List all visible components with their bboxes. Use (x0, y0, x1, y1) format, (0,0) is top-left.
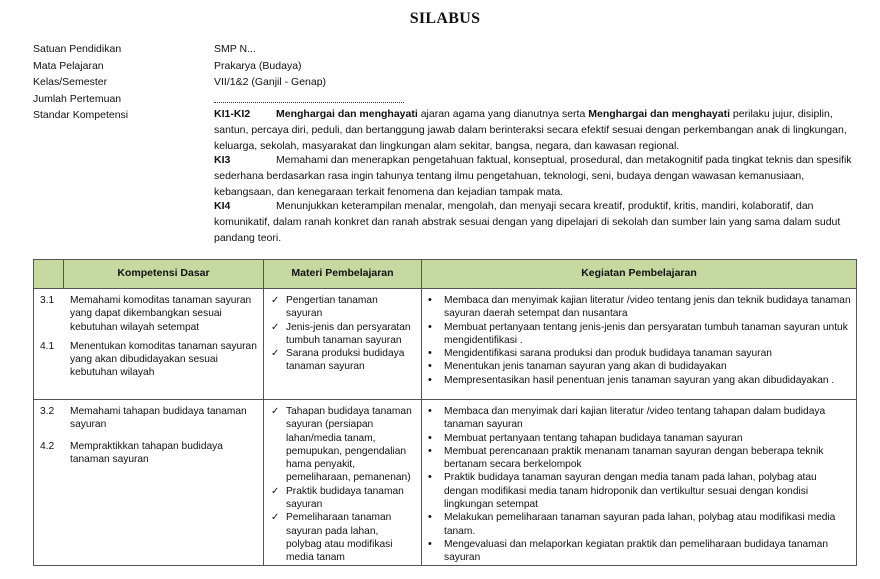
header-cell: Materi Pembelajaran (264, 260, 422, 289)
ki-1-2 (214, 106, 854, 154)
kegiatan-cell (422, 289, 857, 400)
ki-emphasis: Menghargai dan menghayati (588, 108, 731, 120)
header-row (0, 74, 880, 90)
kegiatan-cell (422, 400, 857, 566)
list-item: • Mengevaluasi dan melaporkan kegiatan praktik dan pemeliharaan budidaya tanaman sayuran (422, 538, 856, 565)
ki-text-part: perilaku jujur, disiplin, santun, percaya diri, peduli, dan bertanggung jawab dalam berinteraksi secara efektif sesuai dengan perkembangan anak di lingkungan, keluarga, sekolah, masyarakat dan lingkungan alam sekitar, bangsa, negara, dan kawasan regional. (214, 108, 847, 152)
ki-3 (214, 152, 854, 200)
header-value: VII/1&2 (Ganjil - Genap) (214, 76, 327, 88)
silabus-table (33, 259, 857, 566)
header-cell: Kompetensi Dasar (64, 260, 264, 289)
header-row (0, 91, 880, 107)
page-title: SILABUS (409, 10, 481, 27)
ki-text (214, 106, 854, 154)
header-label: Standar Kompetensi (33, 109, 129, 121)
header-cell: Kegiatan Pembelajaran (422, 260, 857, 289)
list-item: • Membuat perencanaan praktik menanam tanaman sayuran dengan beberapa teknik bertanam secara berkelompok (422, 445, 856, 472)
header-value: Prakarya (Budaya) (214, 59, 302, 72)
table-row (34, 289, 857, 400)
header-cell-empty (34, 260, 64, 289)
kd-number: 4.1 (40, 340, 55, 352)
list-item: • Praktik budidaya tanaman sayuran dengan media tanam pada lahan, polybag atau dengan modifikasi media tanam hidroponik dan vertikultur sesuai dengan kondisi lingkungan setempat (422, 471, 856, 511)
list-item: ✓ Praktik budidaya tanaman sayuran (264, 485, 421, 512)
list-item: • Mempresentasikan hasil penentuan jenis tanaman sayuran yang akan dibudidayakan . (422, 374, 856, 387)
kd-text: Menentukan komoditas tanaman sayuran yang akan dibudidayakan sesuai kebutuhan wilayah (70, 340, 257, 379)
header-label: Jumlah Pertemuan (33, 92, 122, 105)
list-item: • Membuat pertanyaan tentang tahapan budidaya tanaman sayuran (422, 432, 856, 445)
kd-item (34, 294, 263, 334)
kd-item (34, 440, 263, 467)
kd-cell (34, 400, 264, 566)
list-item: • Membuat pertanyaan tentang jenis-jenis dan persyaratan tumbuh tanaman sayuran untuk mengidentifikasi . (422, 321, 856, 348)
table-header-row (34, 260, 857, 289)
ki-code: KI1-KI2 (214, 108, 251, 120)
list-item: • Melakukan pemeliharaan tanaman sayuran pada lahan, polybag atau modifikasi media tanam. (422, 511, 856, 538)
list-item: ✓ Pengertian tanaman sayuran (264, 294, 421, 321)
list-item: • Membaca dan menyimak dari kajian literatur /video tentang tahapan dalam budidaya tanaman sayuran (422, 405, 856, 432)
ki-text-part: ajaran agama yang dianutnya serta (417, 108, 589, 120)
kd-item (34, 405, 263, 432)
header-label: Mata Pelajaran (33, 59, 104, 72)
ki-4 (214, 198, 854, 246)
kd-cell (34, 289, 264, 400)
ki-text: Menunjukkan keterampilan menalar, mengolah, dan menyaji secara kreatif, produktif, kritis, mandiri, kolaboratif, dan komunikatif, dalam ranah konkret dan ranah abstrak sesuai dengan yang dipelajari di sekolah dan sumber lain yang sama dalam sudut pandang teori. (214, 200, 841, 244)
list-item: ✓ Sarana produksi budidaya tanaman sayuran (264, 347, 421, 374)
kd-number: 3.1 (40, 295, 55, 306)
header-row (0, 58, 880, 74)
list-item: ✓ Jenis-jenis dan persyaratan tumbuh tanaman sayuran (264, 321, 421, 348)
ki-emphasis: Menghargai dan menghayati (276, 108, 418, 120)
table-row (34, 400, 857, 566)
kd-number: 4.2 (40, 440, 55, 452)
header-value: SMP N... (214, 43, 256, 55)
kd-text: Mempraktikkan tahapan budidaya tanaman sayuran (70, 440, 223, 465)
list-item: ✓ Tahapan budidaya tanaman sayuran (persiapan lahan/media tanam, pemupukan, pengendalian hama penyakit, pemeliharaan, pemanenan) (264, 405, 421, 485)
list-item: • Membaca dan menyimak kajian literatur /video tentang jenis dan teknik budidaya tanaman sayuran daerah setempat dan nusantara (422, 294, 856, 321)
ki-code: KI3 (214, 154, 231, 166)
header-label: Satuan Pendidikan (33, 43, 122, 55)
header-row (0, 41, 880, 57)
kd-text: Memahami tahapan budidaya tanaman sayuran (70, 406, 247, 431)
ki-code: KI4 (214, 200, 231, 212)
list-item: ✓ Pemeliharaan tanaman sayuran pada lahan, polybag atau modifikasi media tanam (264, 511, 421, 564)
list-item: • Mengidentifikasi sarana produksi dan produk budidaya tanaman sayuran (422, 347, 856, 360)
materi-cell (264, 289, 422, 400)
list-item: • Menentukan jenis tanaman sayuran yang akan di budidayakan (422, 360, 856, 373)
kd-number: 3.2 (40, 406, 55, 417)
header-label: Kelas/Semester (33, 76, 108, 88)
kd-text: Memahami komoditas tanaman sayuran yang dapat dikembangkan sesuai kebutuhan wilayah setempat (70, 295, 252, 333)
ki-text: Memahami dan menerapkan pengetahuan faktual, konseptual, prosedural, dan metakognitif pada tingkat teknis dan spesifik sederhana berdasarkan rasa ingin tahunya tentang ilmu pengetahuan, teknologi, seni, budaya dengan wawasan kemanusiaan, kebangsaan, dan kenegaraan terkait fenomena dan kejadian tampak mata. (214, 154, 852, 198)
materi-cell (264, 400, 422, 566)
kd-item (34, 340, 263, 380)
